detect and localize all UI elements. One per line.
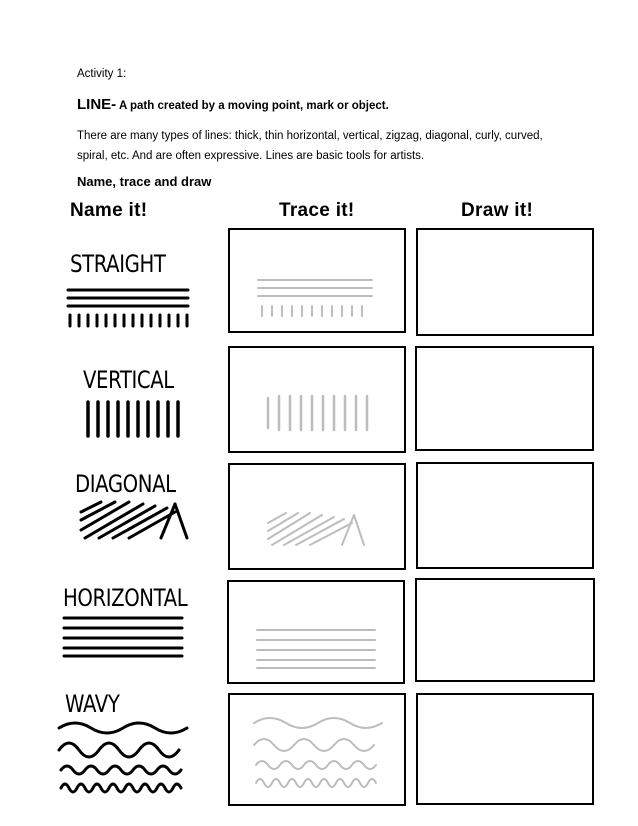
trace-box-wavy[interactable] [228, 693, 406, 806]
diagonal-lines-example [75, 498, 195, 543]
column-header-draw: Draw it! [461, 200, 534, 221]
trace-box-vertical[interactable] [228, 346, 406, 453]
word-wavy: WAVY [65, 690, 120, 718]
section-title: Name, trace and draw [77, 174, 212, 189]
paragraph-line-2: spiral, etc. And are often expressive. Lines are basic tools for artists. [77, 150, 425, 162]
trace-box-diagonal[interactable] [228, 463, 406, 570]
word-horizontal: HORIZONTAL [63, 584, 188, 612]
draw-box-vertical[interactable] [415, 346, 594, 451]
intro-paragraph [77, 126, 543, 166]
draw-box-diagonal[interactable] [416, 462, 594, 569]
vertical-trace-lines [230, 348, 408, 455]
trace-box-horizontal[interactable] [227, 580, 405, 684]
word-vertical: VERTICAL [83, 366, 174, 394]
wavy-lines-example [55, 716, 195, 802]
horizontal-lines-example [58, 610, 188, 660]
word-straight: STRAIGHT [70, 250, 166, 278]
diagonal-trace-lines [230, 465, 408, 572]
draw-box-straight[interactable] [416, 228, 594, 336]
definition-term: LINE- [77, 96, 117, 113]
activity-label: Activity 1: [77, 68, 127, 80]
paragraph-line-1: There are many types of lines: thick, thin horizontal, vertical, zigzag, diagonal, curly, curved, [77, 130, 543, 142]
straight-trace-lines [230, 230, 408, 335]
word-diagonal: DIAGONAL [75, 470, 176, 498]
column-header-name: Name it! [70, 200, 148, 221]
trace-box-straight[interactable] [228, 228, 406, 333]
horizontal-trace-lines [229, 582, 407, 686]
definition-text: A path created by a moving point, mark or object. [116, 100, 389, 112]
draw-box-horizontal[interactable] [415, 578, 595, 682]
draw-box-wavy[interactable] [416, 693, 594, 805]
straight-lines-example [60, 280, 200, 330]
vertical-lines-example [80, 398, 190, 443]
column-header-trace: Trace it! [279, 200, 355, 221]
wavy-trace-lines [230, 695, 408, 808]
definition [77, 96, 389, 114]
